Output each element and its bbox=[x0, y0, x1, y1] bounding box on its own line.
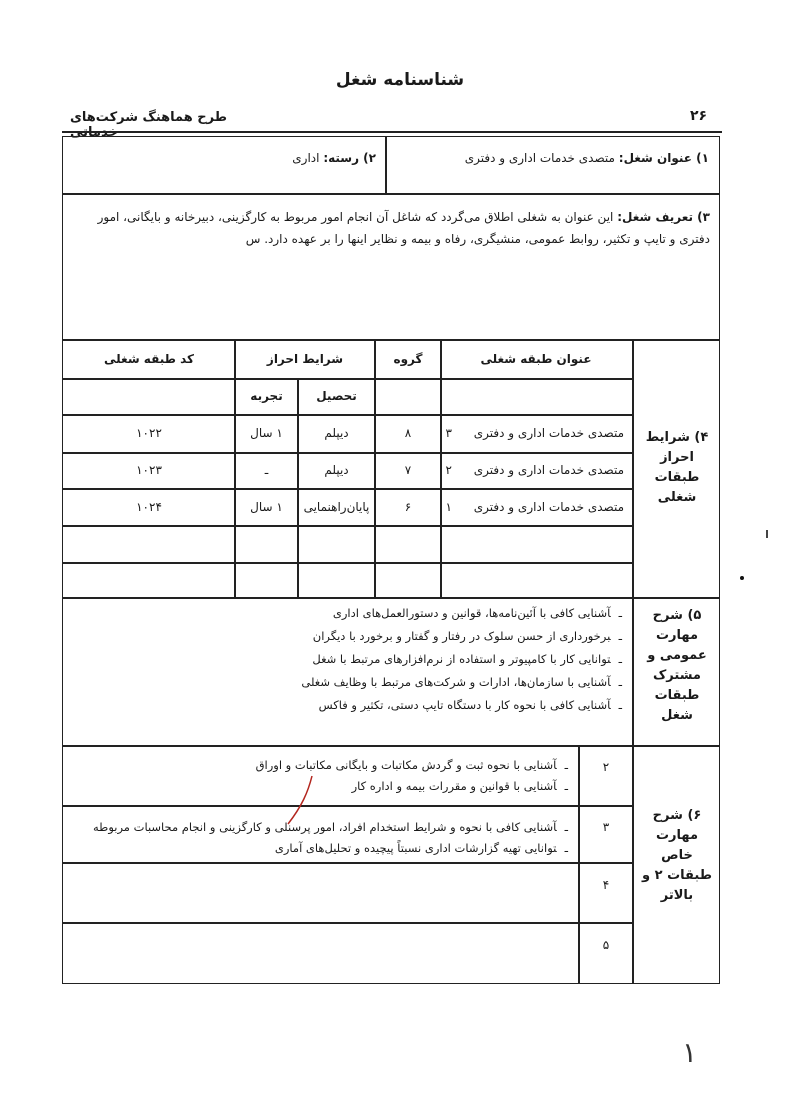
header-rule bbox=[62, 131, 722, 133]
col-header-class-code: کد طبقه شغلی bbox=[104, 352, 194, 366]
scan-dot bbox=[740, 576, 744, 580]
table-cell-education: دیپلم bbox=[324, 463, 349, 477]
list-item: ـآشنایی کافی با آئین‌نامه‌ها، قوانین و دستورالعمل‌های اداری bbox=[332, 606, 622, 620]
general-skills-section-label: ۵) شرح مهارت عمومی و مشترک طبقات شغل bbox=[647, 608, 707, 723]
category-label: ۲) رسته: bbox=[323, 151, 376, 165]
plan-name: طرح هماهنگ شرکت‌های bbox=[70, 110, 227, 125]
level-number: ۵ bbox=[602, 938, 610, 952]
divider bbox=[62, 378, 634, 380]
footer-mark: ١ bbox=[682, 1036, 698, 1069]
divider bbox=[385, 136, 387, 194]
level-2-skills bbox=[150, 758, 568, 800]
level-number: ۴ bbox=[602, 878, 610, 892]
category-value: اداری bbox=[292, 151, 320, 165]
list-item: ـآشنایی با سازمان‌ها، ادارات و شرکت‌های مرتبط با وظایف شغلی bbox=[301, 675, 622, 689]
divider bbox=[62, 339, 720, 341]
list-item: ـآشنایی کافی با نحوه و شرایط استخدام افراد، امور پرسنلی و کارگزینی و انجام محاسبات مربوطه bbox=[93, 820, 568, 834]
level-3-skills bbox=[90, 820, 568, 862]
level-number: ۳ bbox=[602, 820, 610, 834]
list-item: ـتوانایی تهیه گزارشات اداری نسبتاً پیچیده و تحلیل‌های آماری bbox=[274, 841, 568, 855]
table-cell-code: ۱۰۲۲ bbox=[136, 426, 162, 440]
category-field bbox=[70, 150, 376, 167]
definition-label: ۳) تعریف شغل: bbox=[617, 210, 710, 224]
definition-text: این عنوان به شغلی اطلاق می‌گردد که شاغل آن انجام امور مربوط به کارگزینی، دبیرخانه و بایگانی، امور دفتری و تایپ و تکثیر، روابط عمومی، منشیگری، رفاه و بیمه و نظایر اینها را بر عهده دارد. س bbox=[97, 210, 710, 246]
list-item: ـآشنایی کافی با نحوه کار با دستگاه تایپ دستی، تکثیر و فاکس bbox=[318, 698, 622, 712]
divider bbox=[62, 805, 634, 807]
divider bbox=[62, 414, 634, 416]
col-header-experience: تجربه bbox=[250, 389, 283, 403]
divider bbox=[62, 745, 720, 747]
job-definition bbox=[70, 206, 710, 250]
table-cell-experience: ـ bbox=[264, 463, 269, 477]
divider bbox=[62, 525, 634, 527]
col-header-class-title: عنوان طبقه شغلی bbox=[480, 352, 592, 366]
divider bbox=[632, 597, 634, 745]
job-title-label: ۱) عنوان شغل: bbox=[618, 151, 709, 165]
list-item: ـآشنایی با قوانین و مقررات بیمه و اداره کار bbox=[351, 779, 568, 793]
general-skills-list bbox=[150, 606, 622, 721]
scan-mark bbox=[766, 530, 768, 538]
job-title-field bbox=[395, 150, 709, 167]
list-item: ـتوانایی کار با کامپیوتر و استفاده از نرم‌افزارهای مرتبط با شغل bbox=[312, 652, 622, 666]
special-skills-section-label: ۶) شرح مهارت خاص طبقات ۲ و بالاتر bbox=[642, 808, 712, 903]
divider bbox=[62, 922, 634, 924]
divider bbox=[62, 452, 634, 454]
divider bbox=[62, 862, 634, 864]
pen-mark-icon bbox=[282, 772, 322, 832]
list-item: ـآشنایی با نحوه ثبت و گردش مکاتبات و بایگانی مکاتبات و اوراق bbox=[255, 758, 568, 772]
col-header-requirements: شرایط احراز bbox=[266, 352, 344, 366]
table-cell-education: پایان‌راهنمایی bbox=[303, 500, 370, 514]
table-row-title: متصدی خدمات اداری و دفتری ۲ bbox=[445, 463, 624, 477]
table-cell-group: ۶ bbox=[404, 500, 412, 514]
divider bbox=[62, 562, 634, 564]
page-title: شناسنامه شغل bbox=[335, 70, 465, 90]
job-title-value: متصدی خدمات اداری و دفتری bbox=[464, 151, 615, 165]
list-item: ـبرخورداری از حسن سلوک در رفتار و گفتار و برخورد با دیگران bbox=[312, 629, 622, 643]
table-row-title: متصدی خدمات اداری و دفتری ۱ bbox=[445, 500, 624, 514]
divider bbox=[632, 745, 634, 984]
table-cell-group: ۷ bbox=[404, 463, 412, 477]
level-number: ۲ bbox=[602, 760, 610, 774]
table-cell-code: ۱۰۲۳ bbox=[136, 463, 162, 477]
table-cell-group: ۸ bbox=[404, 426, 412, 440]
page-number: ۲۶ bbox=[690, 108, 708, 124]
divider bbox=[62, 488, 634, 490]
qualifications-section-label: ۴) شرایط احراز طبقات شغلی bbox=[645, 430, 709, 505]
col-header-group: گروه bbox=[393, 352, 423, 366]
col-header-education: تحصیل bbox=[316, 389, 357, 403]
table-cell-experience: ۱ سال bbox=[250, 500, 283, 514]
table-cell-experience: ۱ سال bbox=[250, 426, 283, 440]
divider bbox=[62, 193, 720, 195]
table-cell-education: دیپلم bbox=[324, 426, 349, 440]
table-cell-code: ۱۰۲۴ bbox=[136, 500, 162, 514]
table-row-title: متصدی خدمات اداری و دفتری ۳ bbox=[445, 426, 624, 440]
divider bbox=[62, 597, 720, 599]
